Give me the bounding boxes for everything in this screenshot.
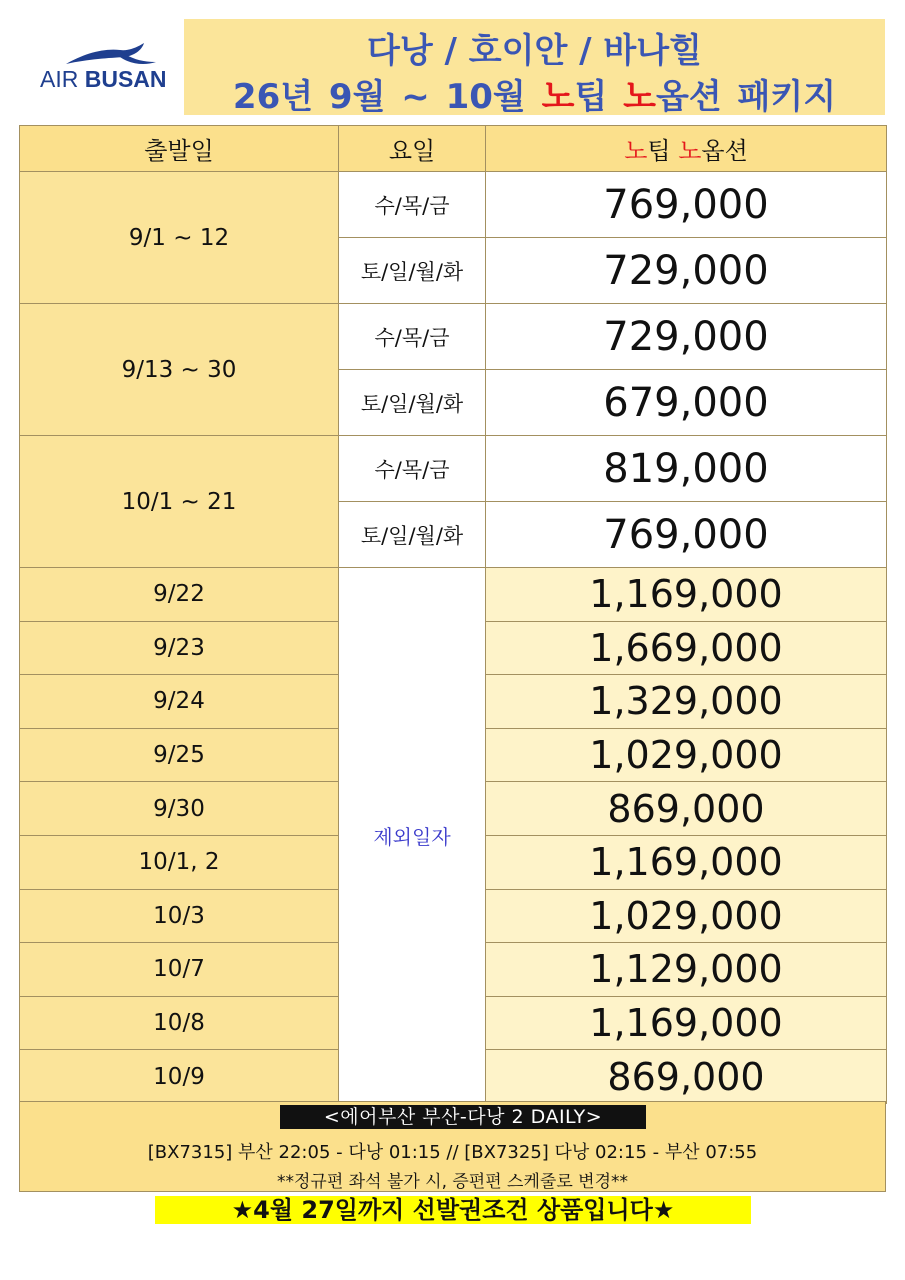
header-price: 노팁 노옵션 [486, 126, 887, 172]
weekday-cell: 수/목/금 [339, 436, 486, 502]
excluded-date: 10/3 [20, 889, 339, 943]
price-cell: 769,000 [486, 172, 887, 238]
price-cell: 729,000 [486, 304, 887, 370]
weekday-cell: 토/일/월/화 [339, 370, 486, 436]
excluded-date: 9/23 [20, 621, 339, 675]
excluded-date: 9/24 [20, 675, 339, 729]
excluded-price: 1,669,000 [486, 621, 887, 675]
table-header-row [20, 126, 887, 172]
price-cell: 769,000 [486, 502, 887, 568]
weekday-cell: 수/목/금 [339, 172, 486, 238]
price-cell: 729,000 [486, 238, 887, 304]
logo-wordmark: AIR BUSAN [40, 66, 167, 92]
excluded-date: 10/7 [20, 943, 339, 997]
period-range: 9/13 ~ 30 [20, 304, 339, 436]
excluded-date: 10/8 [20, 996, 339, 1050]
excluded-date: 9/22 [20, 568, 339, 622]
table-row [20, 172, 887, 238]
flight-note: **정규편 좌석 불가 시, 증편편 스케줄로 변경** [276, 1172, 628, 1192]
excluded-price: 869,000 [486, 1050, 887, 1104]
price-cell: 819,000 [486, 436, 887, 502]
excluded-date: 10/9 [20, 1050, 339, 1104]
price-table [19, 125, 887, 1104]
excluded-price: 1,329,000 [486, 675, 887, 729]
table-row [20, 304, 887, 370]
period-range: 9/1 ~ 12 [20, 172, 339, 304]
excluded-label: 제외일자 [339, 568, 486, 1104]
excluded-date: 9/25 [20, 728, 339, 782]
period-range: 10/1 ~ 21 [20, 436, 339, 568]
weekday-cell: 토/일/월/화 [339, 502, 486, 568]
notice-banner: ★4월 27일까지 선발권조건 상품입니다★ [155, 1196, 751, 1224]
excluded-price: 869,000 [486, 782, 887, 836]
weekday-cell: 수/목/금 [339, 304, 486, 370]
price-cell: 679,000 [486, 370, 887, 436]
table-row [20, 436, 887, 502]
excluded-price: 1,169,000 [486, 996, 887, 1050]
title-destinations: 다낭 / 호이안 / 바나힐 [367, 31, 702, 71]
excluded-date: 9/30 [20, 782, 339, 836]
flight-schedule: [BX7315] 부산 22:05 - 다낭 01:15 // [BX7325] 다낭 02:15 - 부산 07:55 [147, 1142, 758, 1163]
page-title [184, 19, 885, 115]
title-package: 26년 9월 ~ 10월 노팁 노옵션 패키지 [232, 77, 837, 117]
header-weekday: 요일 [339, 126, 486, 172]
excluded-price: 1,029,000 [486, 889, 887, 943]
excluded-price: 1,169,000 [486, 568, 887, 622]
excluded-row [20, 568, 887, 622]
flight-title: <에어부산 부산-다낭 2 DAILY> [280, 1105, 646, 1129]
air-busan-logo [40, 42, 165, 97]
header-departure-date: 출발일 [20, 126, 339, 172]
excluded-price: 1,129,000 [486, 943, 887, 997]
excluded-price: 1,169,000 [486, 835, 887, 889]
flight-info-box [19, 1101, 886, 1192]
excluded-price: 1,029,000 [486, 728, 887, 782]
weekday-cell: 토/일/월/화 [339, 238, 486, 304]
excluded-date: 10/1, 2 [20, 835, 339, 889]
